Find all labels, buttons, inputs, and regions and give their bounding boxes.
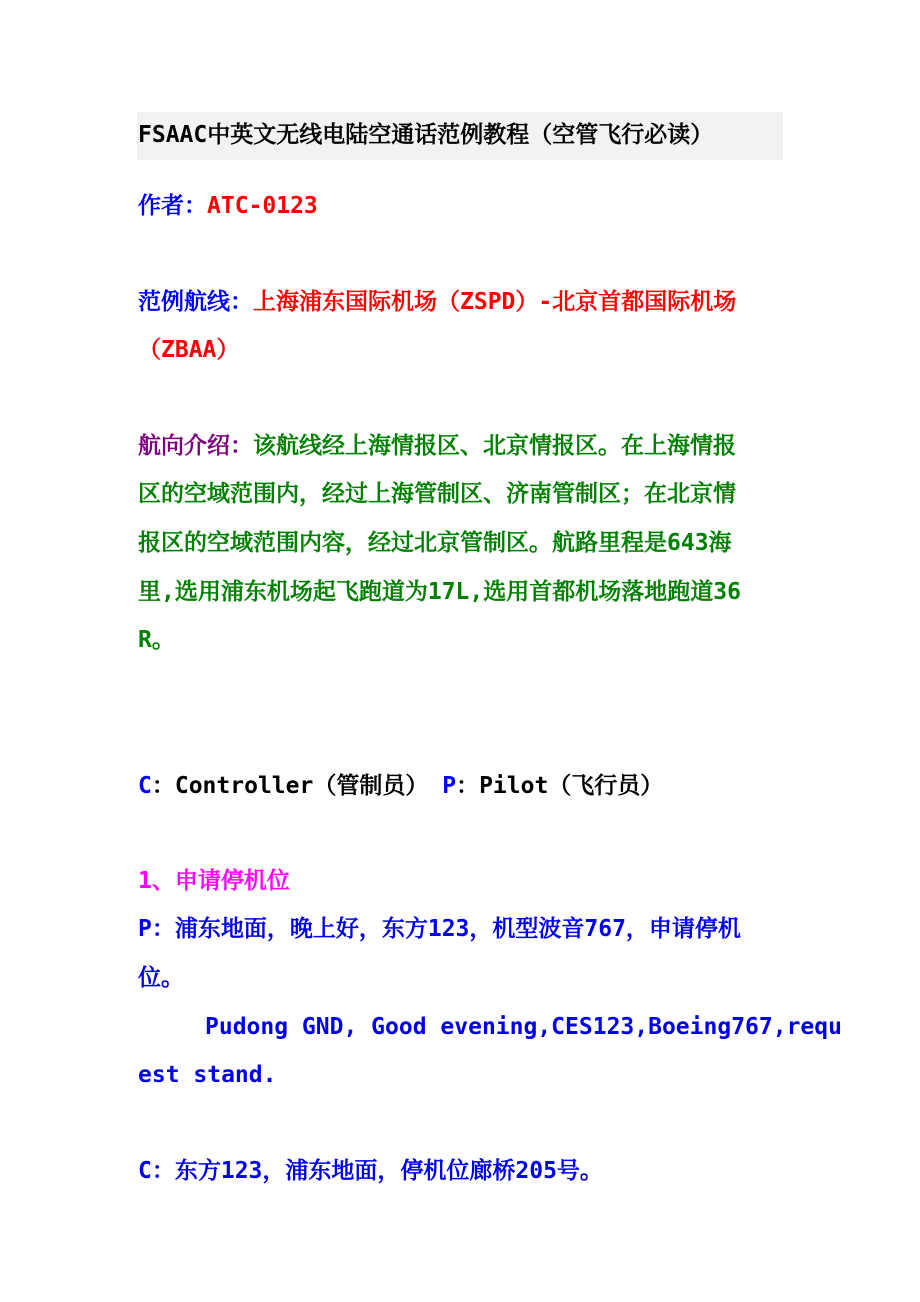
author-line: [138, 191, 318, 221]
pilot-request-cn-2: 位。: [138, 965, 184, 991]
intro-label: 航向介绍：: [138, 433, 253, 459]
intro-text-3: 报区的空域范围内容，经过北京管制区。航路里程是643海: [138, 530, 732, 556]
intro-text-5: R。: [138, 627, 175, 653]
legend-line: [138, 771, 663, 801]
intro-text-4: 里,选用浦东机场起飞跑道为17L,选用首都机场落地跑道36: [138, 579, 741, 605]
author-label: 作者：: [138, 193, 207, 219]
document-title: FSAAC中英文无线电陆空通话范例教程（空管飞行必读）: [138, 122, 714, 148]
legend-c-text: ：Controller（管制员）: [151, 773, 429, 799]
route-label: 范例航线：: [138, 289, 253, 315]
pilot-request-cn-1: P：浦东地面，晚上好，东方123，机型波音767，申请停机: [138, 916, 741, 942]
legend-p-text: ：Pilot（飞行员）: [456, 773, 664, 799]
author-value: ATC-0123: [207, 193, 318, 219]
route-line-1: [138, 287, 736, 317]
pilot-request-en-2: est stand.: [138, 1062, 277, 1088]
route-value-1: 上海浦东国际机场（ZSPD）-北京首都国际机场: [253, 289, 737, 315]
intro-text-1: 该航线经上海情报区、北京情报区。在上海情报: [253, 433, 736, 459]
controller-reply: C：东方123，浦东地面，停机位廊桥205号。: [138, 1158, 603, 1184]
intro-line-1: [138, 431, 736, 461]
route-value-2: （ZBAA）: [138, 337, 240, 363]
legend-p-key: P: [442, 773, 457, 799]
section-1-heading: 1、申请停机位: [138, 868, 290, 894]
pilot-request-en-1: Pudong GND, Good evening,CES123,Boeing767,requ: [205, 1014, 842, 1040]
intro-text-2: 区的空域范围内，经过上海管制区、济南管制区；在北京情: [138, 481, 736, 507]
legend-c-key: C: [138, 773, 152, 799]
